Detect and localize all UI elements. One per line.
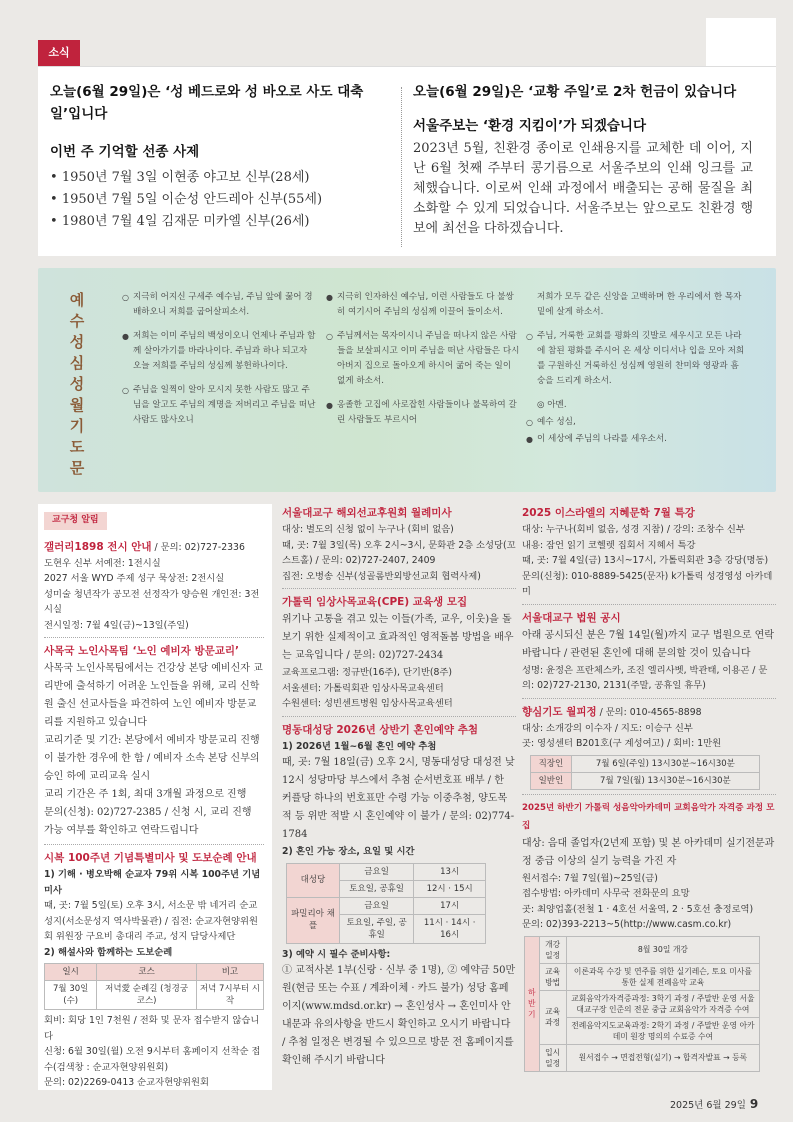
wisdom-title: 2025 이스라엘의 지혜문학 7월 특강 <box>522 507 695 519</box>
music-table: 하반기 개강 일정 8월 30일 개강 교육 방법 이론과목 수강 및 연주를 위한 실기레슨, 토요 미사를 통한 실제 전례음악 교육 교육 과정 교회음악가자격증과정: 3학기 과정 / 주말반 운영 서울대교구장 인준의 전문 중급 교회음악가 자격증 수여 전례음악지도교육과정: 2학기 과정 / 주말반 운영 아카데미 원장 명의의 수료증 수여 입시 일정 원서접수 → 면접전형(실기) → 합격자발표 → 등록 <box>524 936 760 1072</box>
diocese-notice-label: 교구청 알림 <box>44 512 107 530</box>
prayer-box <box>38 268 776 492</box>
music-title: 2025년 하반기 가톨릭 성음악아카데미 교회음악가 자격증 과정 모집 <box>522 802 775 831</box>
retreat-table: 직장인 7월 6일(주일) 13시30분~16시30분 일반인 7월 7일(월) 13시30분~16시30분 <box>530 755 760 790</box>
prayer-verse: ○ 예수 성심, <box>526 415 746 430</box>
prayer-retreat-line: 곳: 영성센터 B201호(구 계성여고) / 회비: 1만원 <box>522 738 722 749</box>
gallery-line: 성미술 청년작가 공모전 선정작가 양승원 개인전: 3전시실 <box>44 588 260 615</box>
pilgrim-table: 일시 코스 비고 7월 30일(수) 저녁愛 순례길 (청경궁 코스) 저녁 7시부터 시작 <box>44 963 264 1010</box>
mission-line: 때, 곳: 7월 3일(목) 오후 2시~3시, 문화관 2층 소성당(꼬스트홀) / 문의: 02)727-2407, 2409 <box>282 539 516 566</box>
divider <box>44 844 264 845</box>
eco-title: 서울주보는 ‘환경 지킴이’가 되겠습니다 <box>413 118 647 134</box>
pilgrim-subtitle: 1) 기해 · 병오박해 순교자 79위 시복 100주년 기념미사 <box>44 869 261 896</box>
prayer-verse: ● 저희는 이미 주님의 백성이오니 언제나 주님과 함께 살아가기를 바라나이다. 주님과 하나 되고자 오늘 저희를 주님의 성심께 봉헌하나이다. <box>122 329 318 374</box>
prayer-retreat-title: 향심기도 월피정 <box>522 705 597 718</box>
wedding-subtitle: 3) 예약 시 필수 준비사항: <box>282 948 391 960</box>
court-title: 서울대교구 법원 공시 <box>522 611 621 624</box>
prayer-column-3 <box>526 290 746 456</box>
mission-title: 서울대교구 해외선교후원회 월례미사 <box>282 507 452 519</box>
wedding-line: ① 교적사본 1부(신랑 · 신부 중 1명), ② 예약금 50만원(현금 또는 수표 / 계좌이체 · 카드 불가) 성당 홈페이지(www.mdsd.or.kr) → 혼인성사 → 혼인미사 안내문과 유의사항을 반드시 확인하고 오시기 바랍니다 / 추첨 일정은 변경될 수 있으므로 방문 전 홈페이지를 확인해 주시기 바랍니다 <box>282 965 516 1066</box>
memo-item: • 1950년 7월 3일 이현종 야고보 신부(28세) <box>50 170 310 185</box>
wedding-line: 때, 곳: 7월 18일(금) 오후 2시, 명동대성당 대성전 낮 12시 성당마당 부스에서 추첨 순서번호표 배부 / 한 커플당 하나의 번호표만 수령 가능 이중추첨, 양도목적 등 위반 적발 시 혼인예약 이 불가 / 문의: 02)774-1784 <box>282 757 515 840</box>
column-divider <box>401 87 402 247</box>
prayer-title: 예 수 성 심 성 월 기 도 문 <box>69 291 85 477</box>
wisdom-line: 때, 곳: 7월 4일(금) 13시~17시, 가톨릭회관 3층 강당(명동) <box>522 555 769 566</box>
page-number: 9 <box>749 1097 759 1111</box>
pilgrim-subtitle: 2) 해설사와 함께하는 도보순례 <box>44 946 173 958</box>
mission-line: 집전: 오병송 신부(성골롬반외방선교회 협력사제) <box>282 570 481 582</box>
pilgrim-line: 회비: 회당 1인 7천원 / 전화 및 문자 접수받지 않습니다 <box>44 1015 260 1042</box>
news-column-3 <box>522 504 776 1072</box>
music-line: 접수방법: 아카데미 사무국 전화문의 요망 <box>522 888 690 899</box>
gallery-title: 갤러리1898 전시 안내 <box>44 540 152 553</box>
wisdom-line: 대상: 누구나(회비 없음, 성경 지참) / 강의: 조창수 신부 <box>522 524 745 535</box>
issue-date: 2025년 6월 29일 <box>670 1100 746 1111</box>
court-body: 아래 공시되신 분은 7월 14일(월)까지 교구 법원으로 연락바랍니다 / 관련된 혼인에 대해 문의할 것이 있습니다 <box>522 629 775 659</box>
prayer-verse: 저희가 모두 같은 신앙을 고백하며 한 우리에서 한 목자 밑에 살게 하소서. <box>537 292 742 317</box>
memo-item: • 1950년 7월 5일 이순성 안드레아 신부(55세) <box>50 192 323 207</box>
news-column-1 <box>38 504 272 1090</box>
elder-body: 사목국 노인사목팀에서는 건강상 본당 예비신자 교리반에 출석하기 어려운 노인들을 위해, 교리 신학원 출신 선교사들을 파견하여 노인 예비자 방문교리를 지원하고 있습니다 <box>44 663 263 728</box>
prayer-verse: ○ 주님을 일찍이 알아 모시지 못한 사람도 많고 주님을 알고도 주님의 계명을 저버리고 주님을 떠난 사람도 많사오니 <box>122 383 318 428</box>
pope-sunday-title: 오늘(6월 29일)은 ‘교황 주일’로 2차 헌금이 있습니다 <box>413 84 737 100</box>
wedding-title: 명동대성당 2026년 상반기 혼인예약 추첨 <box>282 723 478 736</box>
divider <box>522 604 776 605</box>
gallery-line: 전시일정: 7월 4일(금)~13일(주일) <box>44 619 189 631</box>
prayer-verse: ● 지극히 인자하신 예수님, 이런 사람들도 다 불쌍히 여기시어 주님의 성심께 이끌어 들이소서. <box>326 290 522 320</box>
elder-title: 사목국 노인사목팀 ‘노인 예비자 방문교리’ <box>44 645 240 657</box>
wisdom-line: 문의(신청): 010-8889-5425(문자) k가톨릭 성경영성 아카데미 <box>522 570 773 597</box>
music-line: 대상: 음대 졸업자(2년제 포함) 및 본 아카데미 실기전문과정 중급 이상의 실기 능력을 가진 자 <box>522 837 775 867</box>
mission-line: 대상: 별도의 신청 없이 누구나 (회비 없음) <box>282 524 454 535</box>
music-line: 문의: 02)393-2213~5(http://www.casm.co.kr) <box>522 919 732 930</box>
divider <box>44 637 264 638</box>
wedding-subtitle: 1) 2026년 1월~6월 혼인 예약 추첨 <box>282 740 437 752</box>
news-column-2 <box>282 504 516 1070</box>
prayer-verse: ○ 주님, 거룩한 교회를 평화의 깃발로 세우시고 모든 나라에 참된 평화를 주시어 온 세상 이디서나 입을 모아 저희를 구원하신 거룩하신 성심께 영원히 찬미와 영광과 흠숭을 드리게 하소서. <box>526 329 746 389</box>
cpe-line: 수원센터: 성빈센트병원 임상사목교육센터 <box>282 698 453 709</box>
elder-line: 교리 기간은 주 1회, 최대 3개월 과정으로 진행 <box>44 789 247 800</box>
elder-line: 문의(신청): 02)727-2385 / 신청 시, 교리 진행 가능 여부를 확인하고 연락드립니다 <box>44 807 252 836</box>
prayer-column-1 <box>122 290 318 437</box>
pilgrim-line: 신청: 6월 30일(월) 오전 9시부터 홈페이지 선착순 접수(검색창 : 순교자현양위원회) <box>44 1046 261 1073</box>
memo-list <box>50 167 390 233</box>
court-line: 성명: 윤정은 프란체스카, 조진 엘리사벳, 박관태, 이용곤 / 문의: 02)727-2130, 2131(주말, 공휴일 휴무) <box>522 664 768 691</box>
gallery-line: 도현우 신부 서예전: 1전시실 <box>44 557 161 569</box>
wedding-subtitle: 2) 혼인 가능 장소, 요일 및 시간 <box>282 846 415 857</box>
elder-line: 교리기준 및 기간: 본당에서 예비자 방문교리 진행이 불가한 경우에 한 함 / 예비자 소속 본당 신부의 승인 하에 교리교육 실시 <box>44 735 260 782</box>
prayer-retreat-contact: / 문의: 010-4565-8898 <box>596 706 702 718</box>
pilgrim-title: 시복 100주년 기념특별미사 및 도보순례 안내 <box>44 852 257 864</box>
eco-body: 2023년 5월, 친환경 종이로 인쇄용지를 교체한 데 이어, 지난 6월 첫째 주부터 콩기름으로 서울주보의 인쇄 잉크를 교체했습니다. 이로써 인쇄 과정에서 배출되는 공해 물질을 최소화할 수 있게 되었습니다. 서울주보는 앞으로도 친환경 행보에 최선을 다하겠습니다. <box>413 141 753 236</box>
gallery-line: 2027 서울 WYD 주제 성구 묵상전: 2전시실 <box>44 573 225 584</box>
memo-item: • 1980년 7월 4일 김재문 미카엘 신부(26세) <box>50 214 310 229</box>
gallery-contact: / 문의: 02)727-2336 <box>151 541 245 553</box>
prayer-verse: ● 이 세상에 주님의 나라를 세우소서. <box>526 432 746 447</box>
divider <box>522 794 776 795</box>
top-notice-box <box>38 66 776 256</box>
prayer-amen: ◎ 아멘. <box>537 400 567 410</box>
wisdom-line: 내용: 잠언 읽기 코헬렛 집회서 지혜서 특강 <box>522 539 696 551</box>
page-footer <box>670 1097 758 1111</box>
cpe-body: 위기나 고통을 겪고 있는 이들(가족, 교우, 이웃)을 돌보기 위한 실제적이고 효과적인 영적돌봄 방법을 배우는 교육입니다 / 문의: 02)727-2434 <box>282 614 514 661</box>
prayer-verse: ○ 주님께서는 목자이시니 주님을 떠나지 않은 사람들을 보살피시고 이미 주님을 떠난 사람들은 다시 아버지 집으로 돌아오게 하시어 굶어 죽는 일이 없게 하소서. <box>326 329 522 389</box>
music-line: 원서접수: 7월 7일(월)~25일(금) <box>522 872 658 884</box>
prayer-retreat-line: 대상: 소개강의 이수자 / 지도: 이승구 신부 <box>522 722 693 734</box>
pilgrim-line: 문의: 02)2269-0413 순교자현양위원회 <box>44 1077 209 1088</box>
divider <box>522 698 776 699</box>
prayer-column-2 <box>326 290 522 437</box>
pilgrim-line: 때, 곳: 7월 5일(토) 오후 3시, 서소문 밖 네거리 순교성지(서소문성지 역사박물관) / 집전: 순교자현양위원회 위원장 구요비 총대리 주교, 성지 담당사제단 <box>44 900 258 942</box>
divider <box>282 588 516 589</box>
feast-title: 오늘(6월 29일)은 ‘성 베드로와 성 바오로 사도 대축일’입니다 <box>50 84 364 122</box>
divider <box>282 716 516 717</box>
cpe-line: 교육프로그램: 정규반(16주), 단기반(8주) <box>282 667 452 678</box>
prayer-verse: ● 옹졸한 고집에 사로잡힌 사람들이나 불목하여 갈린 사람들도 부르시어 <box>326 398 522 428</box>
wedding-table: 대성당 금요일 13시 토요일, 공휴일 12시 · 15시 파밀리아 채플 금요일 17시 토요일, 주일, 공휴일 11시 · 14시 · 16시 <box>286 863 486 944</box>
music-line: 곳: 최양업홀(전철 1 · 4호선 서울역, 2 · 5호선 충정로역) <box>522 903 754 915</box>
section-tab: 소식 <box>38 40 80 66</box>
memo-title: 이번 주 기억할 선종 사제 <box>50 144 200 160</box>
cpe-title: 가톨릭 임상사목교육(CPE) 교육생 모집 <box>282 596 468 608</box>
prayer-verse: ○ 지극히 어지신 구세주 예수님, 주님 앞에 꿇어 경배하오니 저희를 굽어살피소서. <box>122 290 318 320</box>
cpe-line: 서울센터: 가톨릭회관 임상사목교육센터 <box>282 682 444 694</box>
